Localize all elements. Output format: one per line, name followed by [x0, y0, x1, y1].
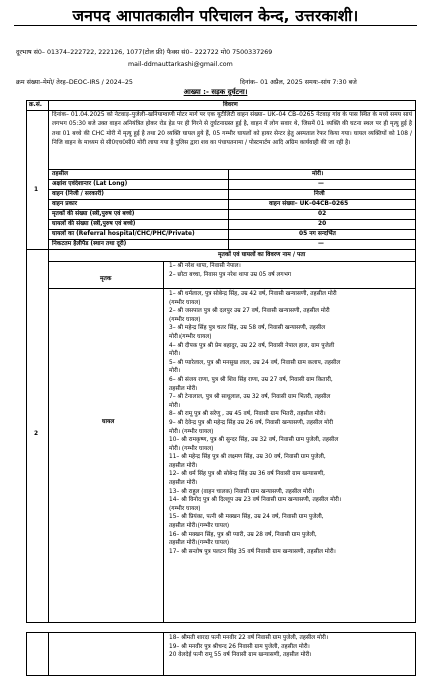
info-label: मृतकों की संख्या (स्त्री,पुरुष एवं बच्चे) — [52, 211, 135, 217]
injured-label: घायल — [102, 419, 115, 425]
list-item: (गम्भीर घायल) — [169, 316, 201, 323]
list-item: तहसील मोरी।(गम्भीर घायल) — [169, 540, 230, 547]
info-label: निकटतम हैलीपैड (स्थान तथा दूरी) — [52, 241, 127, 247]
column-detail-header: विवरण — [223, 102, 238, 108]
info-value: मोरी। — [312, 171, 324, 177]
list-item: मोरी। (गम्भीर घायल) — [169, 428, 214, 435]
list-item: 18– श्रीमती शारदा पत्नी मनवीर 22 वर्ष निवासी ग्राम पुजेली, तहसील मोरी। — [169, 635, 329, 641]
info-value: निजी — [314, 191, 325, 197]
row-2-number: 2 — [34, 431, 39, 437]
list-item: 19– श्री मनवीर पुत्र श्रीचन्द 26 निवासी ग्राम पुजेली, तहसील मोरी। — [169, 643, 310, 650]
row-1-number: 1 — [34, 187, 39, 193]
list-item: 12– श्री धर्म सिंह पुत्र श्री सोबेन्द्र सिंह उम्र 36 वर्ष निवासी ग्राम खन्यासणी, — [169, 471, 326, 478]
list-item: 2– छोटा बच्चा, निवास पुत्र नरेश थापा उम्र 05 वर्ष लगभग — [169, 271, 292, 278]
narrative-divider — [48, 169, 416, 170]
list-item: 3– श्री महेन्द्र सिंह पुत्र चतर सिंह, उम्र 58 वर्ष, निवासी खन्यासणी, तहसील — [169, 325, 326, 332]
info-label: घायलों का (Referral hospital/CHC/PHC/Private) — [52, 231, 195, 237]
column-divider — [48, 632, 49, 676]
list-item: 2– श्री जसपाल पुत्र श्री दलपुर उम्र 27 वर्ष, निवासी खन्यासणी, तहसील मोरी — [169, 308, 330, 315]
info-value: 02 — [318, 211, 327, 217]
victims-list-heading: मृतकों एवं घायलों का विवरण नाम / पता — [218, 252, 306, 258]
contact-line: दूरभाष सं0– 01374–222722, 222126, 1077(टोल फ्री) फैक्स सं0– 222722 मो0 7500337269 — [16, 49, 273, 56]
victim-column-divider — [163, 261, 164, 623]
info-value: 05 नग सन्दर्भित — [299, 231, 336, 237]
column-sr-header: क्र.सं. — [29, 102, 42, 108]
list-item: 15– श्री प्रियंका, पत्नी श्री मक्खन सिंह, उम्र 24 वर्ष, निवासी ग्राम पुजेली, — [169, 514, 324, 521]
deceased-list — [169, 262, 291, 279]
info-value: 20 — [318, 221, 327, 227]
info-label: घायलों की संख्या (स्त्री,पुरुष एवं बच्चे) — [52, 221, 136, 227]
list-item: 14– श्री विनोद पुत्र श्री दिल्लूप उम्र 23 वर्ष निवासी ग्राम खन्यासणी, तहसील मोरी। — [169, 497, 342, 504]
report-heading: आख्या :- सड़क दुर्घटना। — [183, 88, 248, 96]
email-line: mail-ddmauttarkashi@gmail.com — [128, 61, 233, 68]
list-item: 9– श्री देवेन्द्र पुत्र श्री महेन्द्र सिंह उम्र 26 वर्ष, निवासी खन्यासणी, तहसील मोरी — [169, 419, 333, 426]
list-item: (गम्भीर घायल) — [169, 505, 201, 512]
list-item: तहसील मोरी।(गम्भीर घायल) — [169, 523, 230, 530]
list-item: 5– श्री प्यारेलाल, पुत्र श्री मनसुख लाल, उम्र 24 वर्ष, निवासी ग्राम कलाप, तहसील — [169, 359, 341, 366]
list-item: (गम्भीर घायल) — [169, 299, 201, 306]
list-item: 6– श्री संजय राणा, पुत्र श्री शिव सिंह राणा, उम्र 27 वर्ष, निवासी ग्राम कितारी, — [169, 376, 333, 383]
info-label: वाहन (निजी / सरकारी) — [52, 191, 104, 197]
info-label: तहसील — [52, 171, 68, 177]
injured-list-continued — [169, 634, 328, 660]
list-item: मोरी। — [169, 351, 181, 358]
memo-number: क्रम संख्या–मेमो/ तेरह–DEOC-IRS / 2024–25 — [16, 79, 133, 86]
page-title: जनपद आपातकालीन परिचालन केन्द, उत्तरकाशी। — [72, 7, 359, 25]
date-time: दिनांक– 01 अप्रैल, 2025 समयः–सांय 7:30 बजे — [240, 79, 357, 86]
title-underline — [14, 25, 417, 26]
list-item: 1– श्री नरेश थापा, निवासी नेपाल। — [169, 263, 241, 269]
deceased-injured-divider — [163, 288, 416, 289]
list-item: मोरी। — [169, 368, 181, 375]
injured-list — [169, 290, 341, 556]
info-row-line — [48, 199, 416, 200]
list-item: तहसील मोरी। — [169, 385, 198, 392]
deceased-label: मृतक — [100, 276, 112, 282]
info-value: — — [318, 181, 324, 187]
list-item: 17– श्री सन्तोष पुत्र पलटन सिंह 35 वर्ष निवासी ग्राम खन्यासणी, तहसील मोरी। — [169, 548, 336, 555]
list-item: 11– श्री महेन्द्र सिंह पुत्र श्री लक्ष्मण सिंह, उम्र 30 वर्ष, निवासी ग्राम पुजेली, — [169, 454, 326, 461]
list-item: 1– श्री धर्मलाल, पुत्र सोबेन्द्र सिंह, उम्र 42 वर्ष, निवासी खन्यासणी, तहसील मोरी — [169, 291, 337, 297]
info-value: वाहन संख्या– UK–04CB–0265 — [269, 201, 349, 207]
list-item: मोरी। (गम्भीर घायल) — [169, 445, 214, 452]
list-item: 4– श्री दीपक पुत्र श्री प्रेम बहादुर, उम्र 22 वर्ष, निवासी नेपाल हाल, ग्राम पुजेली — [169, 342, 335, 349]
list-item: 16– श्री मक्खन सिंह, पुत्र श्री प्यारी, उम्र 28 वर्ष, निवासी ग्राम पुजेली, — [169, 531, 317, 538]
victim-column-divider — [163, 632, 164, 676]
deceased-injured-divider-left — [48, 288, 163, 289]
info-value: — — [318, 241, 324, 247]
list-item: 20 वेलदेई पत्नी रामू 55 वर्ष निवासी ग्राम खन्यासणी, तहसील मोरी। — [169, 652, 312, 659]
list-item: तहसील मोरी। — [169, 480, 198, 487]
list-item: 8– श्री रामू पुत्र श्री सरेणु , उम्र 45 वर्ष, निवासी ग्राम भितरी, तहसील मोरी। — [169, 411, 326, 418]
info-label: वाहन प्रकार — [52, 201, 78, 207]
list-item: 7– श्री टेनालाल, पुत्र श्री साधूलाल, उम्र 32 वर्ष, निवासी ग्राम भितरी, तहसील — [169, 394, 331, 401]
list-item: मोरी। — [169, 402, 181, 409]
list-item: मोरी।(गम्भीर घायल) — [169, 333, 212, 340]
list-item: तहसील मोरी। — [169, 462, 198, 469]
list-item: 10– श्री रामकृष्ण, पुत्र श्री सुन्दर सिंह, उम्र 32 वर्ष, निवासी ग्राम पुजेली, तहसील — [169, 437, 339, 444]
info-label: अक्षांश एवंदेशान्तर (Lat Long) — [52, 181, 128, 187]
list-item: 13– श्री राहुल (वाहन चालक) निवासी ग्राम खन्यासणी, तहसील मोरी। — [169, 488, 315, 495]
row-2-divider — [26, 249, 416, 250]
incident-narrative: दिनांक– 01.04.2025 को नेटवाड़–पुजेली–खनियाग्वाणी मोटर मार्ग पर एक यूटीलिटी वाहन संख्या– UK–04 CB–0265 नेटवाड़ गांव के पास स्थित के मध्ये समय सायं लगभग 05:30 बजे उक्त वाहन अनियंत्रित होकर रोड हेड पर ही गिरने से दुर्घटनाग्रस्त हुई है, वाहन में लोग सवार थे, जिसमें 01 व्यक्ति की घटना स्थल पर ही मृत्यु हुई है तथा 01 बच्चे की CHC मोरी में मृत्यु हुई है तथा 20 व्यक्ति घायल हुये हैं, 05 गम्भीर घायलों को हायर सेन्टर हेतु अस्पताल रेफर किया गया। घायल व्यक्तियों को 108 / निजि वाहन के माध्यम से सी0एच0सी0 मोरी लाया गया है पुलिस द्वारा शव का पंचायतनामा / पोस्टमार्टम आदि अग्रिम कार्यवाही की जा रही है। — [52, 112, 412, 146]
